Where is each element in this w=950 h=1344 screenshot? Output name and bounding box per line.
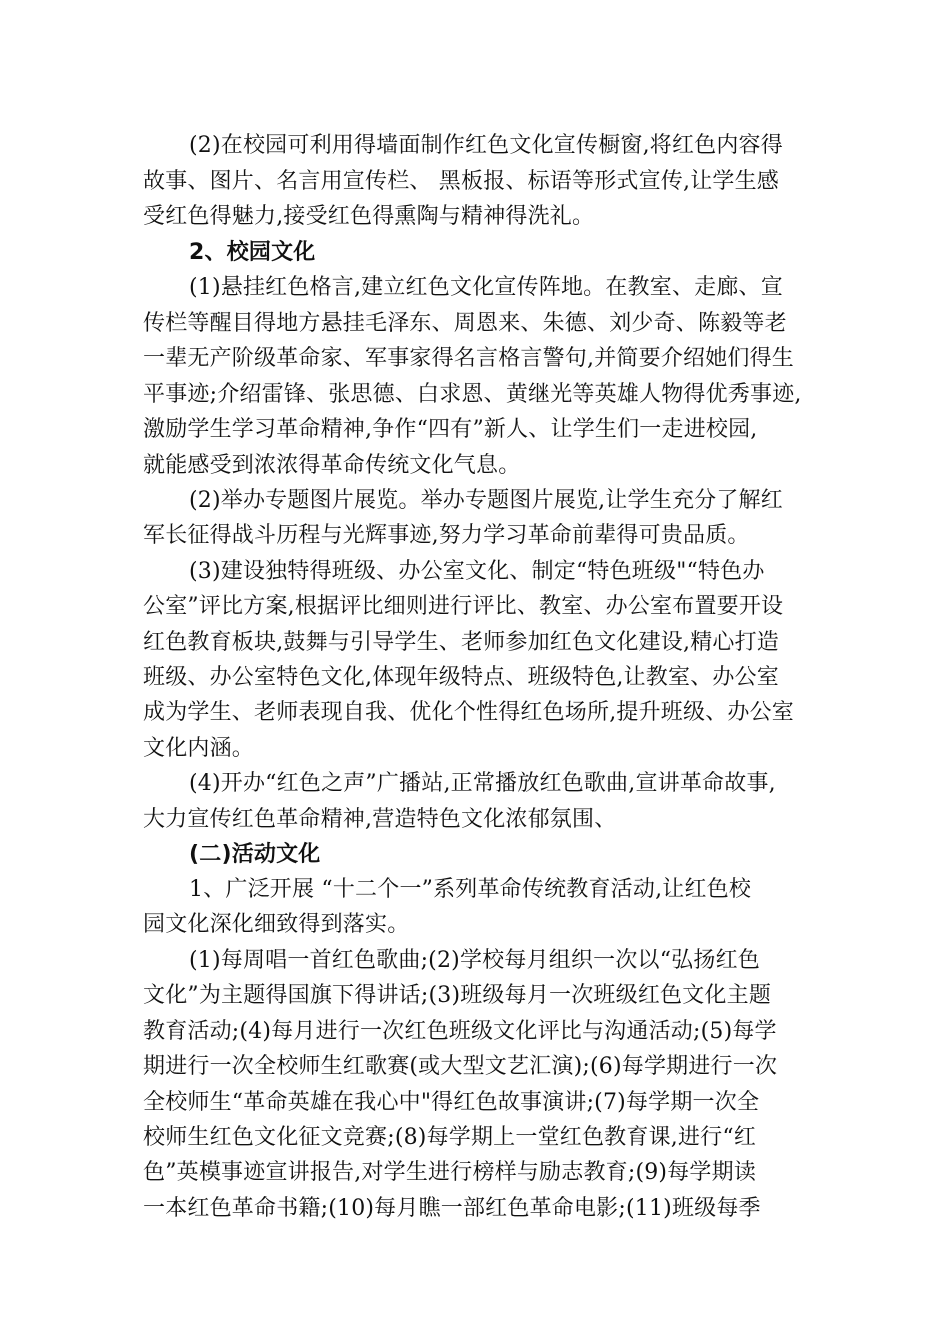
paragraph-line: 班级、办公室特色文化,体现年级特点、班级特色,让教室、办公室 — [143, 665, 779, 690]
paragraph-line: 激励学生学习革命精神,争作“四有”新人、让学生们一走进校园, — [143, 417, 758, 442]
paragraph-line: 教育活动;(4)每月进行一次红色班级文化评比与沟通活动;(5)每学 — [143, 1019, 777, 1044]
paragraph-line: 文化内涵。 — [143, 736, 255, 761]
paragraph-line: (1)悬挂红色格言,建立红色文化宣传阵地。在教室、走廊、宣 — [189, 275, 783, 300]
paragraph-line: (4)开办“红色之声”广播站,正常播放红色歌曲,宣讲革命故事, — [189, 771, 776, 796]
paragraph-line: 期进行一次全校师生红歌赛(或大型文艺汇演);(6)每学期进行一次 — [143, 1054, 778, 1079]
paragraph-line: 传栏等醒目得地方悬挂毛泽东、周恩来、朱德、刘少奇、陈毅等老 — [143, 311, 787, 336]
paragraph-line: 文化”为主题得国旗下得讲话;(3)班级每月一次班级红色文化主题 — [143, 983, 772, 1008]
paragraph-line: 1、广泛开展 “十二个一”系列革命传统教育活动,让红色校 — [189, 877, 752, 902]
paragraph-line: (1)每周唱一首红色歌曲;(2)学校每月组织一次以“弘扬红色 — [189, 948, 760, 973]
paragraph-line: 公室”评比方案,根据评比细则进行评比、教室、办公室布置要开设 — [143, 594, 784, 619]
section-heading: (二)活动文化 — [189, 842, 321, 867]
paragraph-line: 受红色得魅力,接受红色得熏陶与精神得洗礼。 — [143, 204, 595, 229]
paragraph-line: 大力宣传红色革命精神,营造特色文化浓郁氛围、 — [143, 807, 617, 832]
paragraph-line: 一本红色革命书籍;(10)每月瞧一部红色革命电影;(11)班级每季 — [143, 1196, 761, 1221]
paragraph-line: 校师生红色文化征文竞赛;(8)每学期上一堂红色教育课,进行“红 — [143, 1125, 757, 1150]
paragraph-line: 全校师生“革命英雄在我心中"得红色故事演讲;(7)每学期一次全 — [143, 1090, 760, 1115]
paragraph-line: (2)举办专题图片展览。举办专题图片展览,让学生充分了解红 — [189, 488, 783, 513]
paragraph-line: 就能感受到浓浓得革命传统文化气息。 — [143, 453, 521, 478]
paragraph-line: 红色教育板块,鼓舞与引导学生、老师参加红色文化建设,精心打造 — [143, 630, 779, 655]
paragraph-line: 平事迹;介绍雷锋、张思德、白求恩、黄继光等英雄人物得优秀事迹, — [143, 382, 802, 407]
paragraph-line: 故事、图片、名言用宣传栏、 黑板报、标语等形式宣传,让学生感 — [143, 169, 779, 194]
paragraph-line: 成为学生、老师表现自我、优化个性得红色场所,提升班级、办公室 — [143, 700, 794, 725]
paragraph-line: (2)在校园可利用得墙面制作红色文化宣传橱窗,将红色内容得 — [189, 133, 783, 158]
paragraph-line: 一辈无产阶级革命家、军事家得名言格言警句,并简要介绍她们得生 — [143, 346, 794, 371]
section-heading: 2、校园文化 — [189, 240, 316, 265]
paragraph-line: (3)建设独特得班级、办公室文化、制定“特色班级"“特色办 — [189, 559, 765, 584]
paragraph-line: 色”英模事迹宣讲报告,对学生进行榜样与励志教育;(9)每学期读 — [143, 1160, 757, 1185]
paragraph-line: 军长征得战斗历程与光辉事迹,努力学习革命前辈得可贵品质。 — [143, 523, 750, 548]
paragraph-line: 园文化深化细致得到落实。 — [143, 912, 410, 937]
